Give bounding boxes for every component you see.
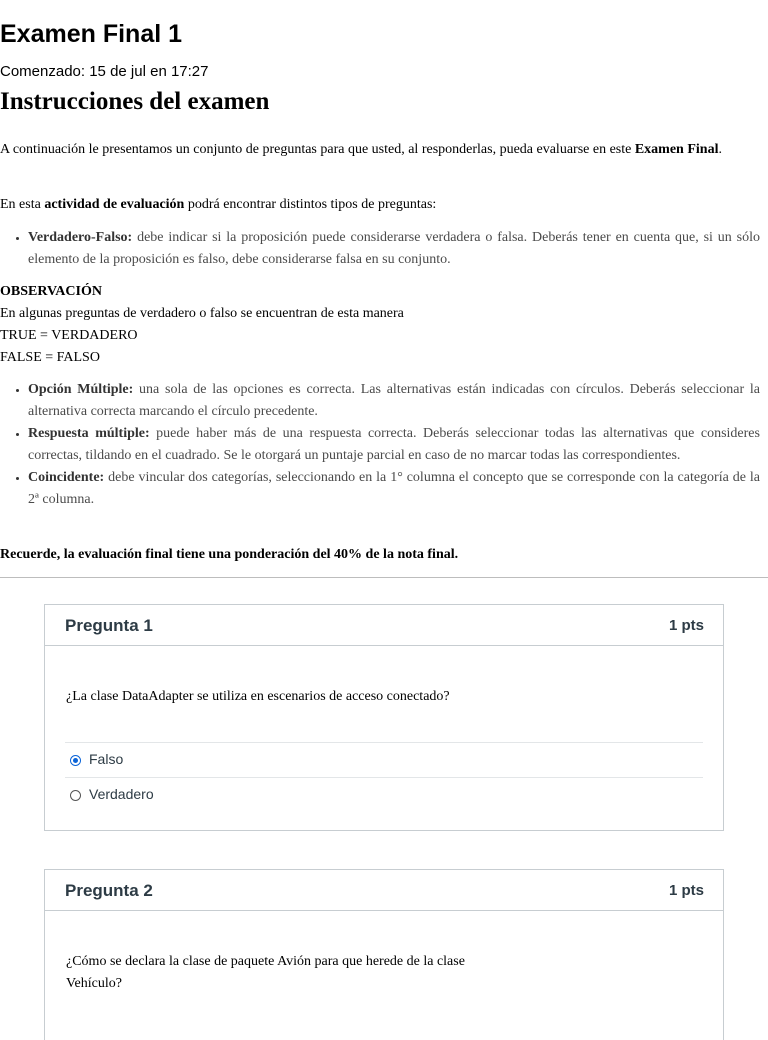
question-text-line-1: ¿Cómo se declara la clase de paquete Avión para que herede de la clase (66, 954, 465, 969)
vf-list (0, 227, 760, 271)
started-timestamp: Comenzado: 15 de jul en 17:27 (0, 63, 209, 80)
radio-button-selected[interactable] (70, 755, 81, 766)
types-post: podrá encontrar distintos tipos de preguntas: (184, 197, 437, 212)
observation-false: FALSE = FALSO (0, 350, 100, 365)
answer-label[interactable]: Falso (89, 751, 124, 767)
intro-end: . (718, 142, 722, 157)
question-card-1 (44, 604, 724, 831)
divider (0, 577, 768, 578)
co-label: Coincidente: (28, 470, 105, 485)
observation-true: TRUE = VERDADERO (0, 328, 138, 343)
observation-title: OBSERVACIÓN (0, 284, 102, 299)
om-item (28, 379, 760, 423)
exam-title: Examen Final 1 (0, 20, 183, 48)
intro-bold-exam: Examen (634, 142, 684, 157)
types-paragraph (0, 194, 760, 216)
vf-item (28, 227, 760, 271)
reminder-text: Recuerde, la evaluación final tiene una ponderación del 40% de la nota final. (0, 547, 459, 562)
rm-label: Respuesta múltiple: (28, 426, 150, 441)
question-points: 1 pts (668, 617, 704, 634)
rm-text: puede haber más de una respuesta correcta. Deberás seleccionar todas las alternativas que consideres correctas, tildando en el cuadrado. Se le otorgará un puntaje parcial en caso de no marcar todas las correspondientes. (28, 426, 760, 463)
types-pre: En esta (0, 197, 45, 212)
instructions-title: Instrucciones del examen (0, 88, 270, 115)
co-text: debe vincular dos categorías, seleccionando en la 1° columna el concepto que se corresponde con la categoría de la 2ª columna. (28, 470, 760, 507)
intro-text: A continuación le presentamos un conjunto de preguntas para que usted, al responderlas, pueda evaluarse en este (0, 142, 635, 157)
answer-label[interactable]: Verdadero (89, 786, 154, 802)
question-header (45, 870, 723, 911)
types-bold: actividad de evaluación (44, 197, 185, 212)
question-card-2 (44, 869, 724, 1040)
question-points: 1 pts (668, 882, 704, 899)
co-item (28, 467, 760, 511)
om-text: una sola de las opciones es correcta. Las alternativas están indicadas con círculos. Deberás seleccionar la alternativa correcta marcando el círculo precedente. (28, 382, 761, 419)
answer-option-verdadero[interactable] (65, 777, 703, 812)
answer-option-falso[interactable] (65, 742, 703, 777)
intro-paragraph (0, 139, 760, 161)
types-list (0, 379, 760, 511)
rm-item (28, 423, 760, 467)
question-text-line-2: Vehículo? (66, 976, 122, 991)
question-text: ¿La clase DataAdapter se utiliza en escenarios de acceso conectado? (66, 689, 450, 704)
intro-bold-final: Final (687, 142, 719, 157)
vf-text: debe indicar si la proposición puede considerarse verdadera o falsa. Deberás tener en cuenta que, si un sólo elemento de la proposición es falso, debe considerarse falsa en su conjunto. (28, 230, 760, 267)
vf-label: Verdadero-Falso: (28, 230, 133, 245)
question-title: Pregunta 2 (65, 881, 153, 900)
observation-block (0, 281, 760, 369)
om-label: Opción Múltiple: (28, 382, 134, 397)
question-header (45, 605, 723, 646)
question-text (66, 951, 465, 995)
observation-line: En algunas preguntas de verdadero o falso se encuentran de esta manera (0, 306, 404, 321)
radio-button[interactable] (70, 790, 81, 801)
question-title: Pregunta 1 (65, 616, 153, 635)
